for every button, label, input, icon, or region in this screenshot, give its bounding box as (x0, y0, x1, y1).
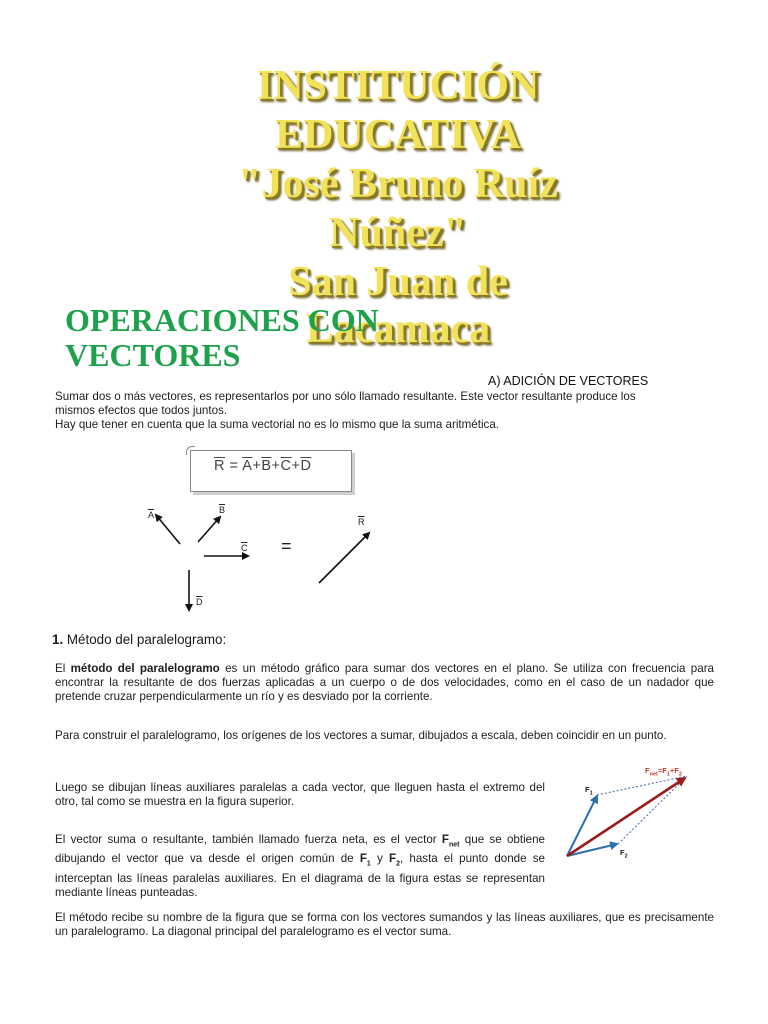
title-line: INSTITUCIÓN (256, 63, 540, 109)
subtitle-line: OPERACIONES CON (65, 302, 379, 338)
f1-label: $F_1$ (585, 785, 593, 797)
method-paragraph-4: El vector suma o resultante, también llamado fuerza neta, es el vector $F_{net}$ que se obtiene dibujando el vector que va desde el origen común de $F_1$ y $F_2$, hasta el punto donde se interceptan las líneas paralelas auxiliares. En el diagrama de la figura estas se representan mediante líneas punteadas. (55, 833, 545, 899)
vector-r-label: $\overline{R}$ (358, 517, 365, 527)
vector-r-arrow (319, 533, 369, 583)
formula-text: $\overline{R} = \overline{A}+\overline{B}+\overline{C}+\overline{D}$ (214, 458, 312, 474)
method-paragraph-5: El método recibe su nombre de la figura que se forma con los vectores sumandos y las líneas auxiliares, que es precisamente un paralelogramo. La diagonal principal del paralelogramo es el vector suma. (55, 911, 714, 938)
vector-d-label: $\overline{D}$ (196, 597, 203, 607)
vector-a-label: $\overline{A}$ (148, 510, 155, 520)
title-line: Núñez" (329, 210, 467, 256)
title-line: Lacamaca (305, 306, 491, 352)
intro-line: mismos efectos que todos juntos. (55, 404, 228, 417)
title-line: San Juan de (288, 259, 508, 305)
title-line: EDUCATIVA (275, 112, 521, 158)
method-heading: 1. Método del paralelogramo: (52, 632, 227, 647)
vector-b-arrow (198, 517, 220, 542)
f2-label: $F_2$ (620, 848, 628, 860)
formula-box (186, 446, 354, 494)
method-paragraph-2: Para construir el paralelogramo, los orígenes de los vectores a sumar, dibujados a escala, deben coincidir en un punto. (55, 729, 667, 742)
document-subtitle (65, 303, 379, 373)
title-line: "José Bruno Ruíz (238, 161, 558, 207)
subtitle-line: VECTORES (65, 337, 241, 373)
method-paragraph-1: El método del paralelogramo es un método gráfico para sumar dos vectores en el plano. Se utiliza con frecuencia para encontrar la resultante de dos fuerzas aplicadas a un cuerpo o de dos velocidades, como en el caso de un nadador que pretende cruzar perpendicularmente un río y es desviado por la corriente. (55, 662, 715, 703)
vector-c-label: $\overline{C}$ (241, 543, 248, 553)
fnet-label: $F_{net}=F_1+F_2$ (645, 766, 682, 778)
section-heading-adicion: A) ADICIÓN DE VECTORES (488, 374, 649, 388)
method-paragraph-3: Luego se dibujan líneas auxiliares paralelas a cada vector, que lleguen hasta el extremo del otro, tal como se muestra en la figura superior. (55, 781, 545, 808)
vector-b-label: $\overline{B}$ (219, 505, 226, 515)
vector-a-arrow (156, 515, 180, 544)
intro-line: Sumar dos o más vectores, es representarlos por uno sólo llamado resultante. Este vector resultante produce los (55, 390, 636, 403)
parallelogram-figure (560, 762, 720, 872)
auxiliary-line (618, 776, 687, 844)
intro-line: Hay que tener en cuenta que la suma vectorial no es lo mismo que la suma aritmética. (55, 418, 500, 431)
equals-sign: = (281, 536, 292, 556)
